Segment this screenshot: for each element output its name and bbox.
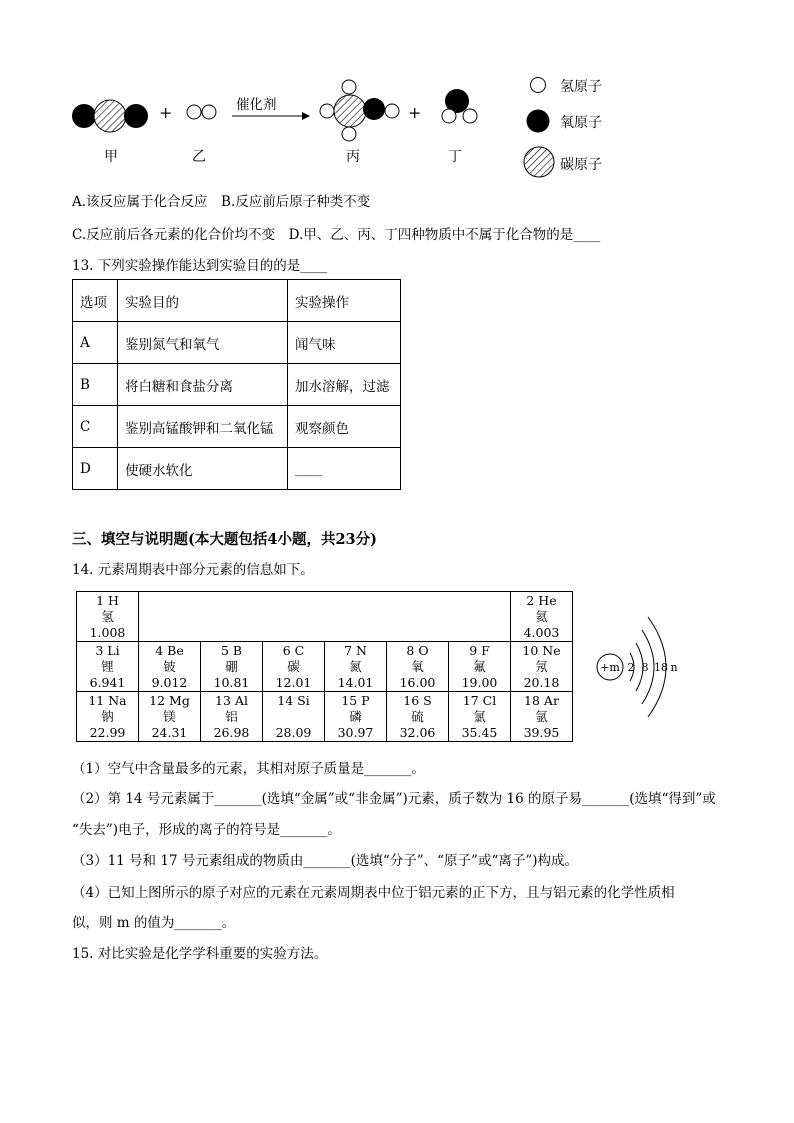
nucleus-charge: +m [600, 661, 620, 674]
molecule-ding [442, 89, 477, 123]
catalyst-label: 催化剂 [236, 97, 277, 113]
carbon-atom [334, 95, 366, 127]
section-title: 三、填空与说明题(本大题包括4小题，共23分) [72, 531, 377, 548]
hydrogen-atom [202, 105, 216, 119]
legend-carbon: 碳原子 [560, 157, 602, 173]
hydrogen-atom [342, 80, 356, 94]
legend-oxygen: 氧原子 [560, 115, 602, 131]
q14-sub3: （3）11 号和 17 号元素组成的物质由_______(选填“分子”、“原子”或“离子”)构成。 [72, 853, 579, 869]
table-header-row [73, 280, 401, 322]
element-cell-be: 4 Be 铍 9.012 [139, 642, 201, 692]
element-cell-mg: 12 Mg 镁 24.31 [139, 692, 201, 742]
label-ding: 丁 [448, 149, 462, 165]
legend-oxygen-symbol [527, 110, 550, 133]
periodic-table [76, 591, 573, 742]
element-cell-na: 11 Na 钠 22.99 [77, 692, 139, 742]
element-cell-c: 6 C 碳 12.01 [263, 642, 325, 692]
cell-operation: ____ [288, 448, 401, 490]
header-purpose: 实验目的 [118, 280, 288, 322]
cell-operation: 加水溶解，过滤 [288, 364, 401, 406]
element-cell-al: 13 Al 铝 26.98 [201, 692, 263, 742]
oxygen-atom [124, 104, 148, 128]
hydrogen-atom [442, 109, 456, 123]
cell-option: C [73, 406, 118, 448]
hydrogen-atom [385, 104, 399, 118]
legend-hydrogen-symbol [531, 78, 546, 93]
plus-sign-2: + [408, 103, 422, 122]
q14-sub2-line2: “失去”)电子，形成的离子的符号是_______。 [72, 822, 341, 838]
legend-hydrogen: 氢原子 [560, 79, 602, 95]
cell-purpose: 使硬水软化 [118, 448, 288, 490]
arrow-head [302, 112, 310, 120]
molecule-bing [320, 80, 399, 141]
element-cell-o: 8 O 氧 16.00 [387, 642, 449, 692]
q15-stem: 15. 对比实验是化学学科重要的实验方法。 [72, 946, 328, 962]
legend-carbon-symbol [524, 147, 554, 177]
cell-operation: 观察颜色 [288, 406, 401, 448]
q14-sub4-line2: 似，则 m 的值为_______。 [72, 915, 236, 931]
oxygen-atom [363, 98, 385, 120]
table-row [73, 322, 401, 364]
plus-sign-1: + [159, 103, 173, 122]
cell-purpose: 将白糖和食盐分离 [118, 364, 288, 406]
q14-sub2-line1: （2）第 14 号元素属于_______(选填“金属”或“非金属”)元素，质子数为 16 的原子易_______(选填“得到”或 [72, 791, 716, 807]
label-jia: 甲 [104, 149, 118, 165]
cell-purpose: 鉴别氮气和氧气 [118, 322, 288, 364]
q14-stem: 14. 元素周期表中部分元素的信息如下。 [72, 562, 314, 578]
header-operation: 实验操作 [288, 280, 401, 322]
cell-option: A [73, 322, 118, 364]
q12-options-line2: C.反应前后各元素的化合价均不变 D.甲、乙、丙、丁四种物质中不属于化合物的是____ [72, 227, 601, 243]
shell-count-1: 2 [627, 661, 635, 674]
cell-option: D [73, 448, 118, 490]
shell-count-3: 18 [654, 661, 668, 674]
element-cell-p: 15 P 磷 30.97 [325, 692, 387, 742]
cell-option: B [73, 364, 118, 406]
carbon-atom [94, 100, 126, 132]
element-cell-si: 14 Si 28.09 [263, 692, 325, 742]
q13-stem: 13. 下列实验操作能达到实验目的的是____ [72, 258, 328, 274]
table-row [73, 364, 401, 406]
element-cell-n: 7 N 氮 14.01 [325, 642, 387, 692]
shell-count-2: 8 [641, 661, 649, 674]
element-cell-li: 3 Li 锂 6.941 [77, 642, 139, 692]
molecule-yi [187, 105, 216, 119]
element-cell-ne: 10 Ne 氖 20.18 [511, 642, 573, 692]
atom-structure-diagram [590, 605, 690, 730]
header-option: 选项 [73, 280, 118, 322]
table-row [73, 448, 401, 490]
oxygen-atom [72, 104, 96, 128]
molecule-jia [72, 100, 148, 132]
element-cell-ar: 18 Ar 氩 39.95 [511, 692, 573, 742]
hydrogen-atom [342, 127, 356, 141]
q12-options-line1: A.该反应属于化合反应 B.反应前后原子种类不变 [72, 194, 371, 210]
element-cell-cl: 17 Cl 氯 35.45 [449, 692, 511, 742]
hydrogen-atom [463, 109, 477, 123]
element-cell-b: 5 B 硼 10.81 [201, 642, 263, 692]
q14-sub4-line1: （4）已知上图所示的原子对应的元素在元素周期表中位于铝元素的正下方，且与铝元素的化学性质相 [72, 885, 675, 901]
element-cell-h: 1 H 氢 1.008 [77, 592, 139, 642]
label-bing: 丙 [346, 149, 360, 165]
hydrogen-atom [187, 105, 201, 119]
element-cell-he: 2 He 氦 4.003 [511, 592, 573, 642]
element-cell-f: 9 F 氟 19.00 [449, 642, 511, 692]
q14-sub1: （1）空气中含量最多的元素，其相对原子质量是_______。 [72, 761, 425, 777]
label-yi: 乙 [192, 149, 206, 165]
experiment-table [72, 279, 401, 490]
element-cell-s: 16 S 硫 32.06 [387, 692, 449, 742]
table-row [73, 406, 401, 448]
hydrogen-atom [320, 104, 334, 118]
shell-count-4: n [670, 661, 678, 674]
cell-purpose: 鉴别高锰酸钾和二氧化锰 [118, 406, 288, 448]
cell-operation: 闻气味 [288, 322, 401, 364]
reaction-diagram [60, 70, 620, 185]
